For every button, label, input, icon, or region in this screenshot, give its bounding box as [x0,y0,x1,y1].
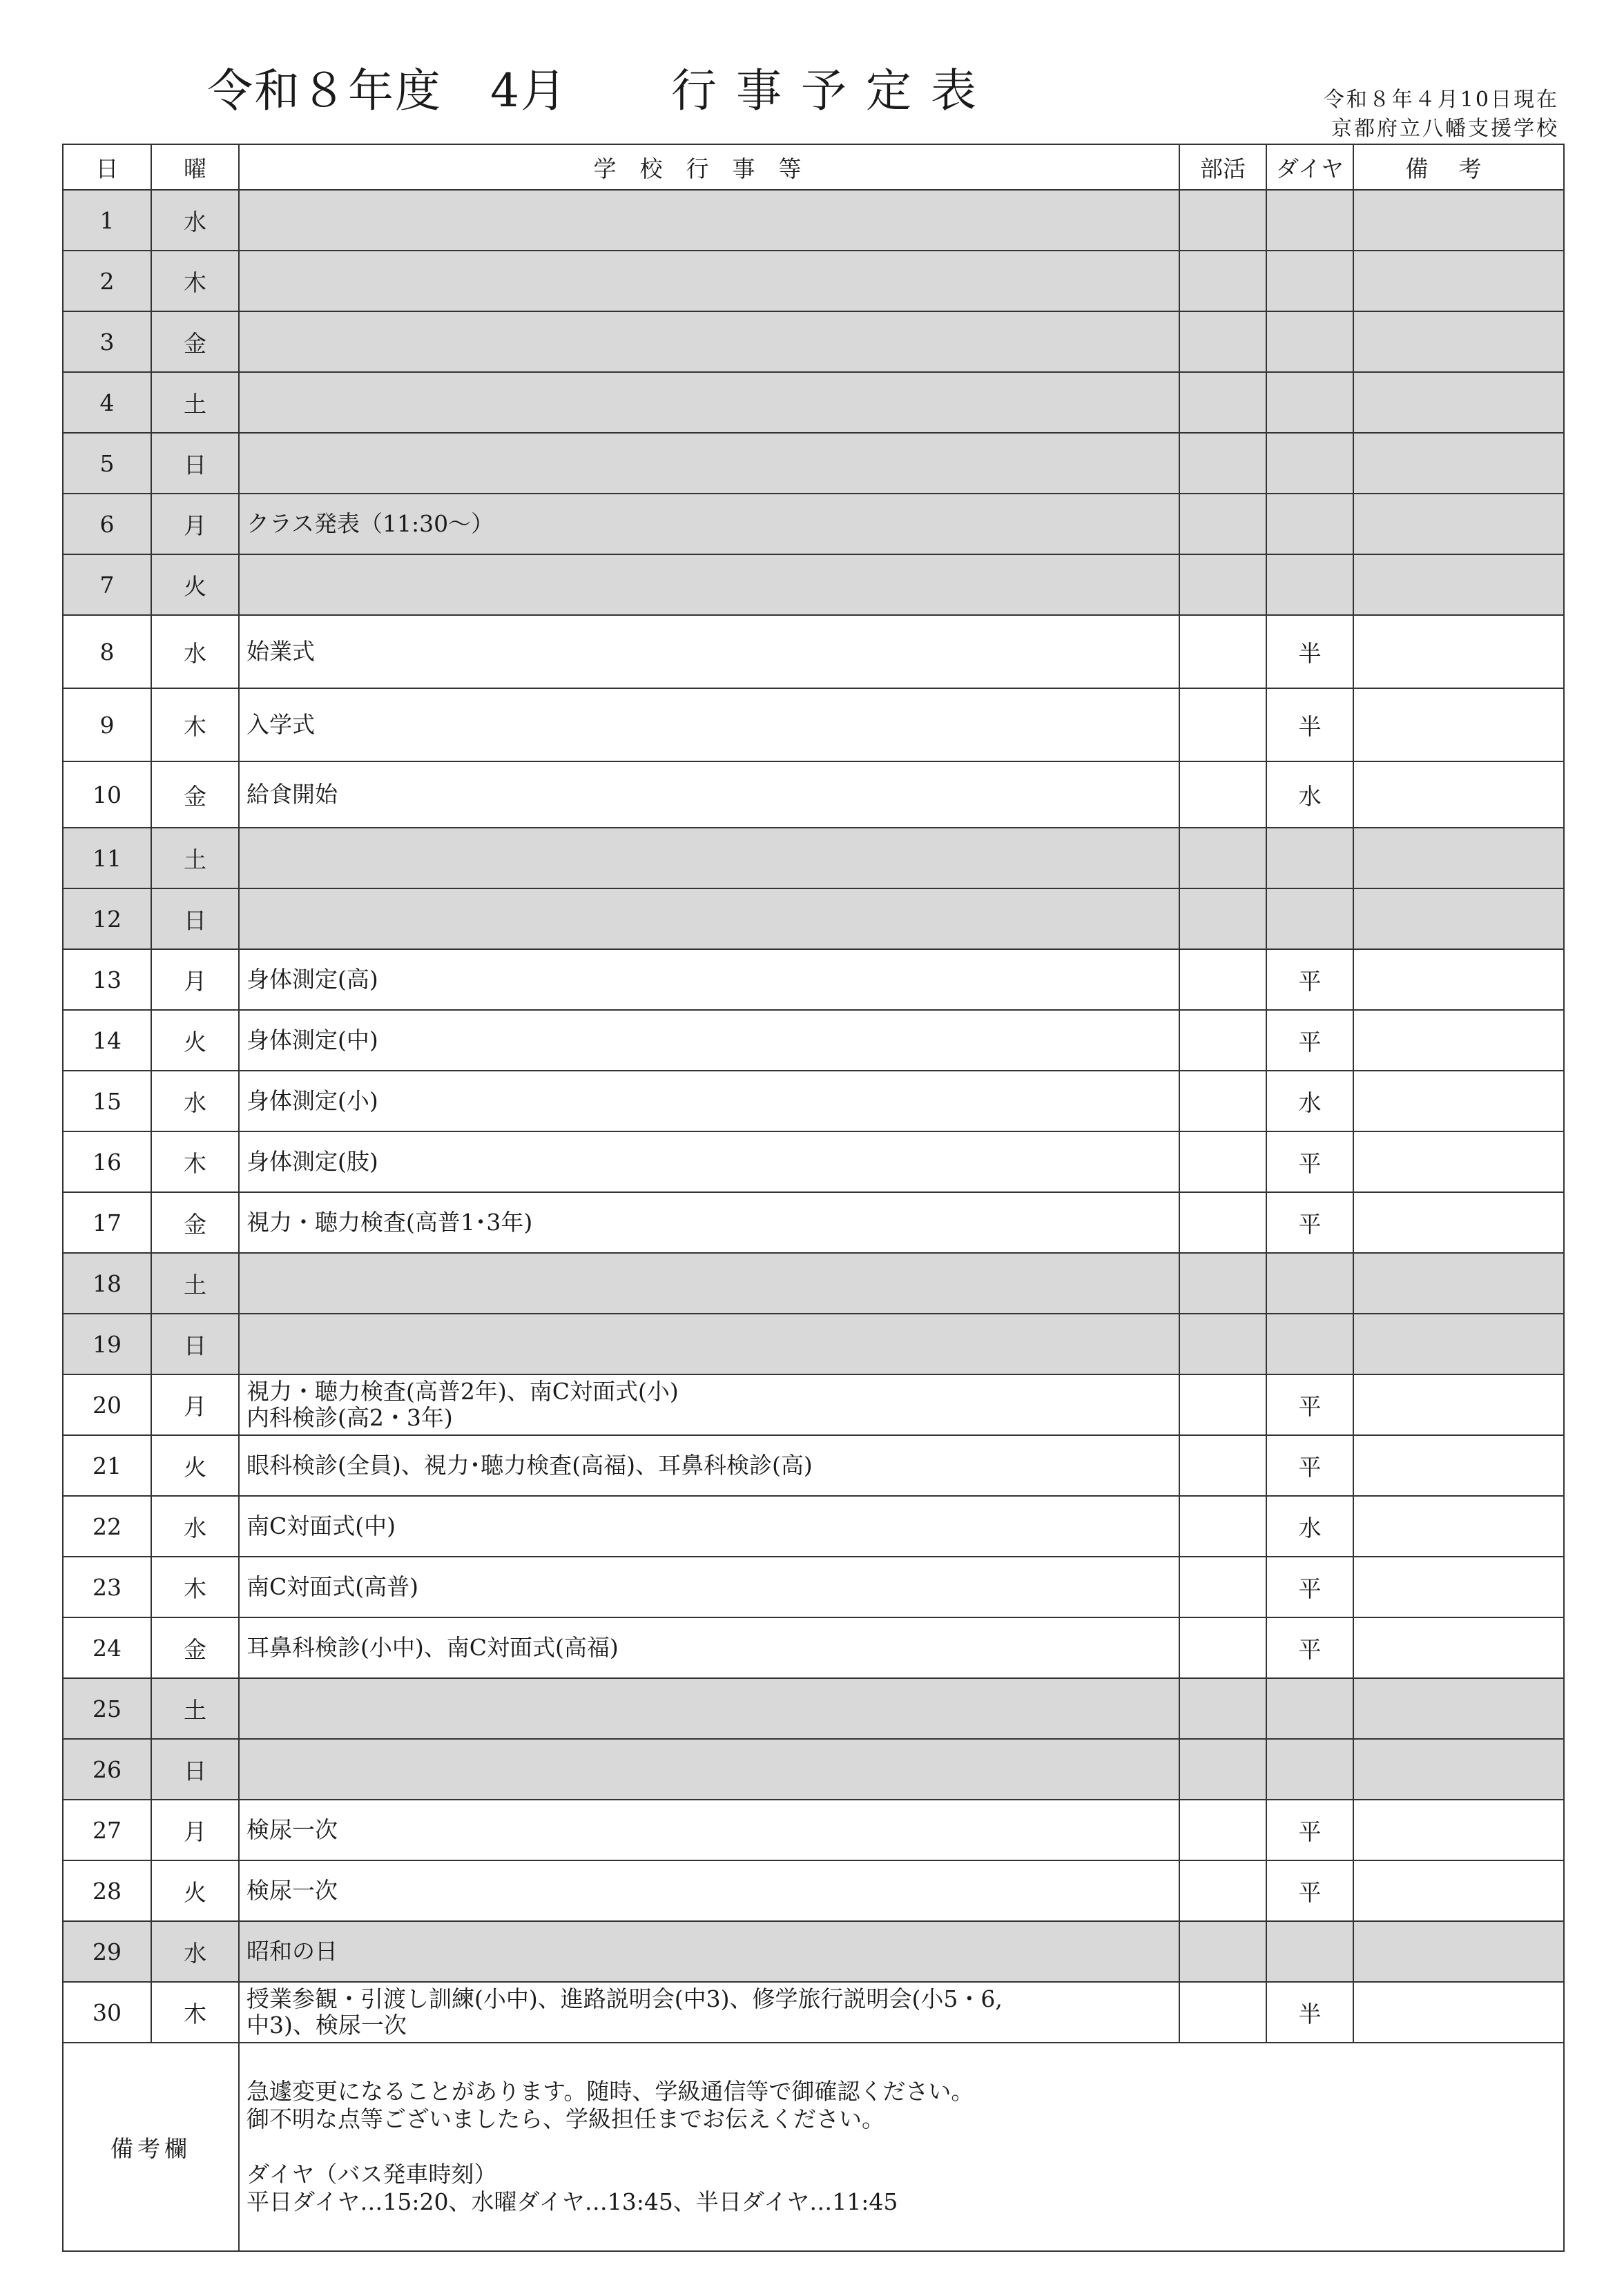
notes-cell [1353,190,1564,251]
events-cell [239,372,1179,433]
weekday-cell: 月 [151,1800,239,1860]
weekday-cell: 火 [151,1010,239,1071]
col-notes: 備考 [1353,144,1564,190]
day-cell: 15 [63,1071,151,1131]
day-cell: 1 [63,190,151,251]
dia-cell: 平 [1266,1192,1353,1253]
day-cell: 25 [63,1678,151,1739]
table-row [63,761,1564,828]
dia-cell [1266,311,1353,372]
day-cell: 18 [63,1253,151,1314]
events-cell [239,615,1179,688]
table-row [63,1800,1564,1860]
club-cell [1179,190,1266,251]
weekday-cell: 水 [151,1921,239,1982]
table-row [63,372,1564,433]
club-cell [1179,1678,1266,1739]
events-cell [239,949,1179,1010]
title-year: 令和８年度 [207,64,442,117]
weekday-cell: 金 [151,311,239,372]
club-cell [1179,1192,1266,1253]
day-cell: 20 [63,1374,151,1435]
events-cell [239,554,1179,615]
notes-cell [1353,1800,1564,1860]
weekday-cell: 土 [151,1253,239,1314]
table-row [63,688,1564,761]
notes-cell [1353,251,1564,311]
day-cell: 24 [63,1617,151,1678]
notes-cell [1353,372,1564,433]
club-cell [1179,615,1266,688]
events-cell [239,1435,1179,1496]
dia-cell: 平 [1266,1617,1353,1678]
notes-cell [1353,1678,1564,1739]
events-cell [239,494,1179,554]
events-cell [239,761,1179,828]
events-cell [239,1800,1179,1860]
day-cell: 26 [63,1739,151,1800]
dia-cell: 平 [1266,1010,1353,1071]
table-row [63,888,1564,949]
event-line: 昭和の日 [246,1938,338,1965]
events-cell [239,1010,1179,1071]
weekday-cell: 火 [151,1435,239,1496]
schedule-body [63,190,1564,2043]
notes-cell [1353,1071,1564,1131]
weekday-cell: 月 [151,1374,239,1435]
col-day: 日 [63,144,151,190]
table-row [63,615,1564,688]
weekday-cell: 日 [151,1739,239,1800]
table-row [63,1435,1564,1496]
table-row [63,1557,1564,1617]
day-cell: 14 [63,1010,151,1071]
notes-cell [1353,1192,1564,1253]
weekday-cell: 日 [151,433,239,494]
table-row [63,494,1564,554]
notes-cell [1353,949,1564,1010]
day-cell: 9 [63,688,151,761]
notes-cell [1353,494,1564,554]
title-main: 行事予定表 [671,64,996,117]
club-cell [1179,1071,1266,1131]
club-cell [1179,1010,1266,1071]
day-cell: 23 [63,1557,151,1617]
day-cell: 2 [63,251,151,311]
events-cell [239,688,1179,761]
events-cell [239,1192,1179,1253]
event-line: 身体測定(高) [246,966,378,993]
day-cell: 13 [63,949,151,1010]
day-cell: 4 [63,372,151,433]
table-row [63,251,1564,311]
club-cell [1179,688,1266,761]
notes-cell [1353,1982,1564,2043]
col-events: 学校行事等 [239,144,1179,190]
club-cell [1179,888,1266,949]
weekday-cell: 金 [151,1617,239,1678]
events-cell [239,190,1179,251]
events-cell [239,1071,1179,1131]
event-line: 身体測定(小) [246,1087,378,1114]
col-club: 部活 [1179,144,1266,190]
dia-cell [1266,1253,1353,1314]
club-cell [1179,311,1266,372]
weekday-cell: 木 [151,688,239,761]
event-line: 眼科検診(全員)、視力･聴力検査(高福)、耳鼻科検診(高) [246,1452,813,1479]
events-cell [239,1253,1179,1314]
dia-cell [1266,1921,1353,1982]
club-cell [1179,828,1266,888]
table-row [63,1739,1564,1800]
as-of-date: 令和８年４月10日現在 [1323,88,1559,112]
table-row [63,1253,1564,1314]
table-row [63,1678,1564,1739]
dia-cell: 平 [1266,1557,1353,1617]
table-row [63,554,1564,615]
weekday-cell: 水 [151,1071,239,1131]
header-meta [1324,86,1559,144]
remarks-line: 急遽変更になることがあります。随時、学級通信等で御確認ください。 [246,2078,974,2105]
notes-cell [1353,311,1564,372]
table-row [63,1314,1564,1374]
events-cell [239,1921,1179,1982]
events-cell [239,433,1179,494]
header-row [63,144,1564,190]
events-cell [239,1131,1179,1192]
notes-cell [1353,888,1564,949]
event-line: 入学式 [246,711,315,738]
dia-cell [1266,372,1353,433]
notes-cell [1353,761,1564,828]
event-line: 耳鼻科検診(小中)、南C対面式(高福) [246,1634,619,1661]
dia-cell [1266,433,1353,494]
day-cell: 6 [63,494,151,554]
notes-cell [1353,1374,1564,1435]
club-cell [1179,494,1266,554]
club-cell [1179,1314,1266,1374]
event-line: 始業式 [246,638,315,665]
dia-cell: 平 [1266,1435,1353,1496]
notes-cell [1353,433,1564,494]
table-row [63,1131,1564,1192]
events-cell [239,1739,1179,1800]
weekday-cell: 月 [151,949,239,1010]
day-cell: 19 [63,1314,151,1374]
weekday-cell: 火 [151,1860,239,1921]
event-line: 検尿一次 [246,1877,338,1904]
dia-cell: 平 [1266,1860,1353,1921]
club-cell [1179,251,1266,311]
table-row [63,311,1564,372]
club-cell [1179,372,1266,433]
weekday-cell: 木 [151,1982,239,2043]
table-row [63,828,1564,888]
events-cell [239,1678,1179,1739]
weekday-cell: 日 [151,1314,239,1374]
table-row [63,433,1564,494]
weekday-cell: 金 [151,761,239,828]
events-cell [239,1314,1179,1374]
day-cell: 21 [63,1435,151,1496]
event-line: 身体測定(肢) [246,1148,378,1175]
title-month: 4月 [490,64,568,117]
events-cell [239,1982,1179,2043]
day-cell: 8 [63,615,151,688]
weekday-cell: 土 [151,1678,239,1739]
notes-cell [1353,1010,1564,1071]
events-cell [239,1496,1179,1557]
dia-cell: 水 [1266,1071,1353,1131]
events-cell [239,1617,1179,1678]
dia-cell [1266,828,1353,888]
notes-cell [1353,1496,1564,1557]
schedule-table [62,144,1565,2252]
event-line: 身体測定(中) [246,1027,378,1053]
weekday-cell: 木 [151,251,239,311]
day-cell: 28 [63,1860,151,1921]
dia-cell: 水 [1266,1496,1353,1557]
club-cell [1179,1800,1266,1860]
events-cell [239,1860,1179,1921]
notes-cell [1353,1921,1564,1982]
dia-cell [1266,1678,1353,1739]
club-cell [1179,1860,1266,1921]
table-row [63,1617,1564,1678]
club-cell [1179,1557,1266,1617]
event-line: 内科検診(高2・3年) [246,1404,453,1431]
table-row [63,949,1564,1010]
table-row [63,1010,1564,1071]
dia-cell: 半 [1266,688,1353,761]
dia-cell: 平 [1266,1800,1353,1860]
weekday-cell: 土 [151,828,239,888]
events-cell [239,1374,1179,1435]
event-line: 中3)、検尿一次 [246,2012,407,2039]
dia-cell [1266,251,1353,311]
event-line: クラス発表（11:30～） [246,510,494,537]
club-cell [1179,1739,1266,1800]
weekday-cell: 月 [151,494,239,554]
notes-cell [1353,1131,1564,1192]
col-weekday: 曜 [151,144,239,190]
notes-cell [1353,1860,1564,1921]
weekday-cell: 木 [151,1557,239,1617]
notes-cell [1353,828,1564,888]
dia-cell: 半 [1266,615,1353,688]
dia-cell [1266,1739,1353,1800]
day-cell: 10 [63,761,151,828]
notes-cell [1353,1557,1564,1617]
club-cell [1179,1982,1266,2043]
table-row [63,190,1564,251]
dia-cell [1266,888,1353,949]
club-cell [1179,1253,1266,1314]
event-line: 検尿一次 [246,1816,338,1843]
dia-cell: 水 [1266,761,1353,828]
weekday-cell: 木 [151,1131,239,1192]
school-name: 京都府立八幡支援学校 [1331,117,1559,141]
club-cell [1179,1131,1266,1192]
notes-cell [1353,1617,1564,1678]
notes-cell [1353,1314,1564,1374]
day-cell: 12 [63,888,151,949]
events-cell [239,888,1179,949]
club-cell [1179,1374,1266,1435]
weekday-cell: 金 [151,1192,239,1253]
club-cell [1179,554,1266,615]
notes-cell [1353,615,1564,688]
day-cell: 30 [63,1982,151,2043]
remarks-line: 平日ダイヤ…15:20、水曜ダイヤ…13:45、半日ダイヤ…11:45 [246,2188,898,2215]
dia-cell: 平 [1266,1131,1353,1192]
weekday-cell: 日 [151,888,239,949]
notes-cell [1353,1435,1564,1496]
events-cell [239,1557,1179,1617]
club-cell [1179,1921,1266,1982]
remarks-spacer [246,2133,1563,2161]
event-line: 授業参観・引渡し訓練(小中)、進路説明会(中3)、修学旅行説明会(小5・6, [246,1985,1003,2012]
table-row [63,1860,1564,1921]
dia-cell: 平 [1266,1374,1353,1435]
day-cell: 16 [63,1131,151,1192]
page-title [207,57,1105,126]
dia-cell [1266,190,1353,251]
events-cell [239,828,1179,888]
notes-cell [1353,1253,1564,1314]
weekday-cell: 水 [151,615,239,688]
dia-cell [1266,494,1353,554]
notes-cell [1353,1739,1564,1800]
remarks-line: ダイヤ（バス発車時刻） [246,2161,497,2188]
club-cell [1179,1435,1266,1496]
dia-cell [1266,554,1353,615]
events-cell [239,251,1179,311]
remarks-body [239,2043,1564,2251]
club-cell [1179,433,1266,494]
remarks-row [63,2043,1564,2251]
event-line: 給食開始 [246,781,338,808]
weekday-cell: 土 [151,372,239,433]
day-cell: 22 [63,1496,151,1557]
day-cell: 5 [63,433,151,494]
weekday-cell: 水 [151,1496,239,1557]
notes-cell [1353,554,1564,615]
table-row [63,1982,1564,2043]
table-row [63,1374,1564,1435]
events-cell [239,311,1179,372]
club-cell [1179,1617,1266,1678]
event-line: 南C対面式(中) [246,1512,396,1539]
dia-cell: 半 [1266,1982,1353,2043]
day-cell: 29 [63,1921,151,1982]
dia-cell: 平 [1266,949,1353,1010]
table-row [63,1921,1564,1982]
remarks-line: 御不明な点等ございましたら、学級担任までお伝えください。 [246,2105,884,2132]
club-cell [1179,949,1266,1010]
day-cell: 27 [63,1800,151,1860]
table-row [63,1071,1564,1131]
club-cell [1179,761,1266,828]
event-line: 視力・聴力検査(高普1･3年) [246,1209,533,1236]
table-row [63,1496,1564,1557]
notes-cell [1353,688,1564,761]
day-cell: 17 [63,1192,151,1253]
day-cell: 7 [63,554,151,615]
event-line: 視力・聴力検査(高普2年)、南C対面式(小) [246,1378,679,1405]
dia-cell [1266,1314,1353,1374]
club-cell [1179,1496,1266,1557]
table-row [63,1192,1564,1253]
day-cell: 11 [63,828,151,888]
weekday-cell: 水 [151,190,239,251]
col-dia: ダイヤ [1266,144,1353,190]
remarks-label: 備考欄 [63,2043,239,2251]
weekday-cell: 火 [151,554,239,615]
event-line: 南C対面式(高普) [246,1573,418,1600]
day-cell: 3 [63,311,151,372]
